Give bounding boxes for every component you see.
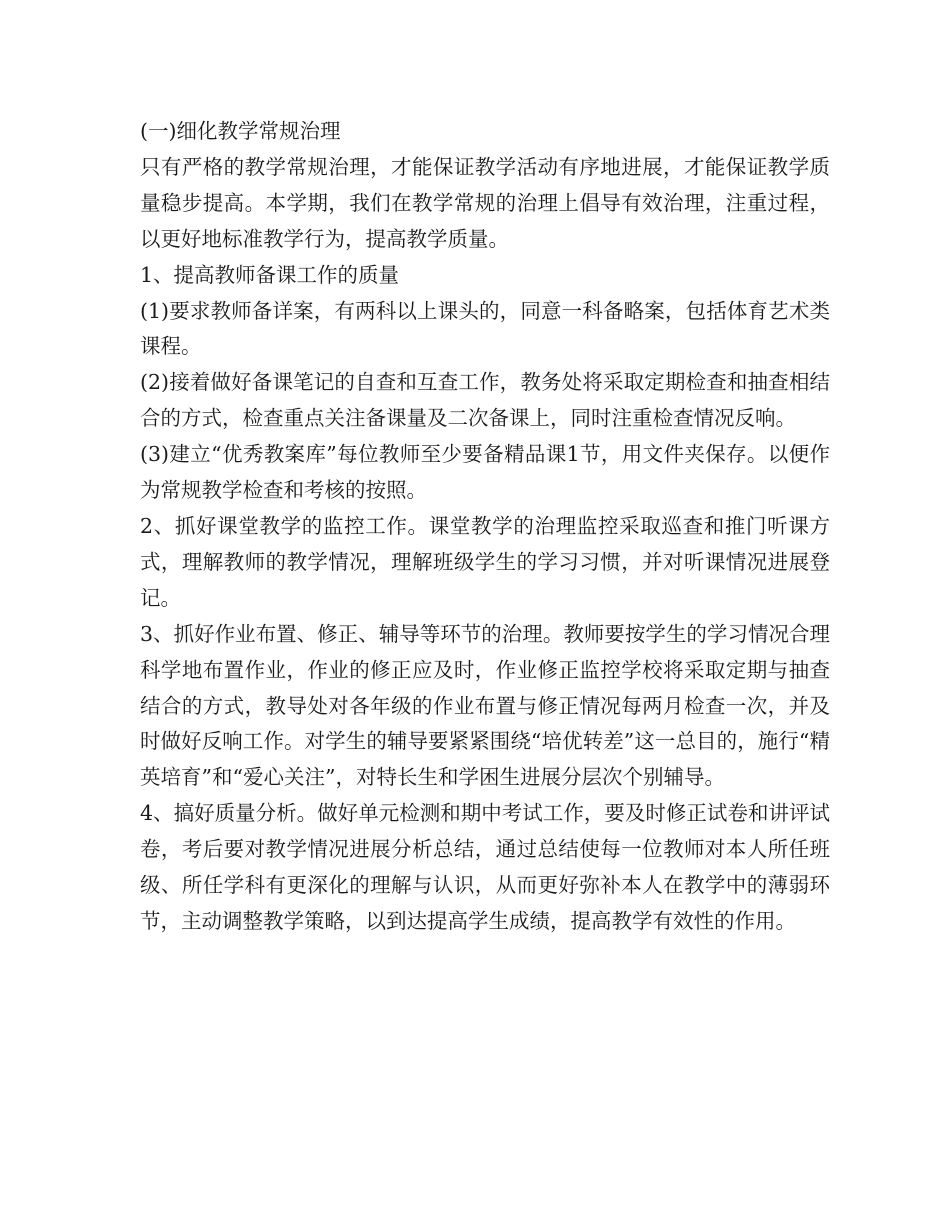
document-body [140,114,830,940]
body-paragraph: 2、抓好课堂教学的监控工作。课堂教学的治理监控采取巡查和推门听课方式，理解教师的教学情况，理解班级学生的学习习惯，并对听课情况进展登记。 [140,513,830,610]
subsection-heading: 1、提高教师备课工作的质量 [140,262,400,287]
body-paragraph: 只有严格的教学常规治理，才能保证教学活动有序地进展，才能保证教学质量稳步提高。本学期，我们在教学常规的治理上倡导有效治理，注重过程，以更好地标准教学行为，提高教学质量。 [140,154,830,251]
section-heading: (一)细化教学常规治理 [140,119,341,143]
list-item: (3)建立“优秀教案库”每位教师至少要备精品课1节，用文件夹保存。以便作为常规教学检查和考核的按照。 [140,442,830,503]
list-item: (2)接着做好备课笔记的自查和互查工作，教务处将采取定期检查和抽查相结合的方式，检查重点关注备课量及二次备课上，同时注重检查情况反响。 [140,370,830,431]
body-paragraph: 4、搞好质量分析。做好单元检测和期中考试工作，要及时修正试卷和讲评试卷，考后要对教学情况进展分析总结，通过总结使每一位教师对本人所任班级、所任学科有更深化的理解与认识，从而更好弥补本人在教学中的薄弱环节，主动调整教学策略，以到达提高学生成绩，提高教学有效性的作用。 [140,801,830,933]
body-paragraph: 3、抓好作业布置、修正、辅导等环节的治理。教师要按学生的学习情况合理科学地布置作业，作业的修正应及时，作业修正监控学校将采取定期与抽查结合的方式，教导处对各年级的作业布置与修正情况每两月检查一次，并及时做好反响工作。对学生的辅导要紧紧围绕“培优转差”这一总目的，施行“精英培育”和“爱心关注”，对特长生和学困生进展分层次个别辅导。 [140,621,830,790]
list-item: (1)要求教师备详案，有两科以上课头的，同意一科备略案，包括体育艺术类课程。 [140,298,830,359]
